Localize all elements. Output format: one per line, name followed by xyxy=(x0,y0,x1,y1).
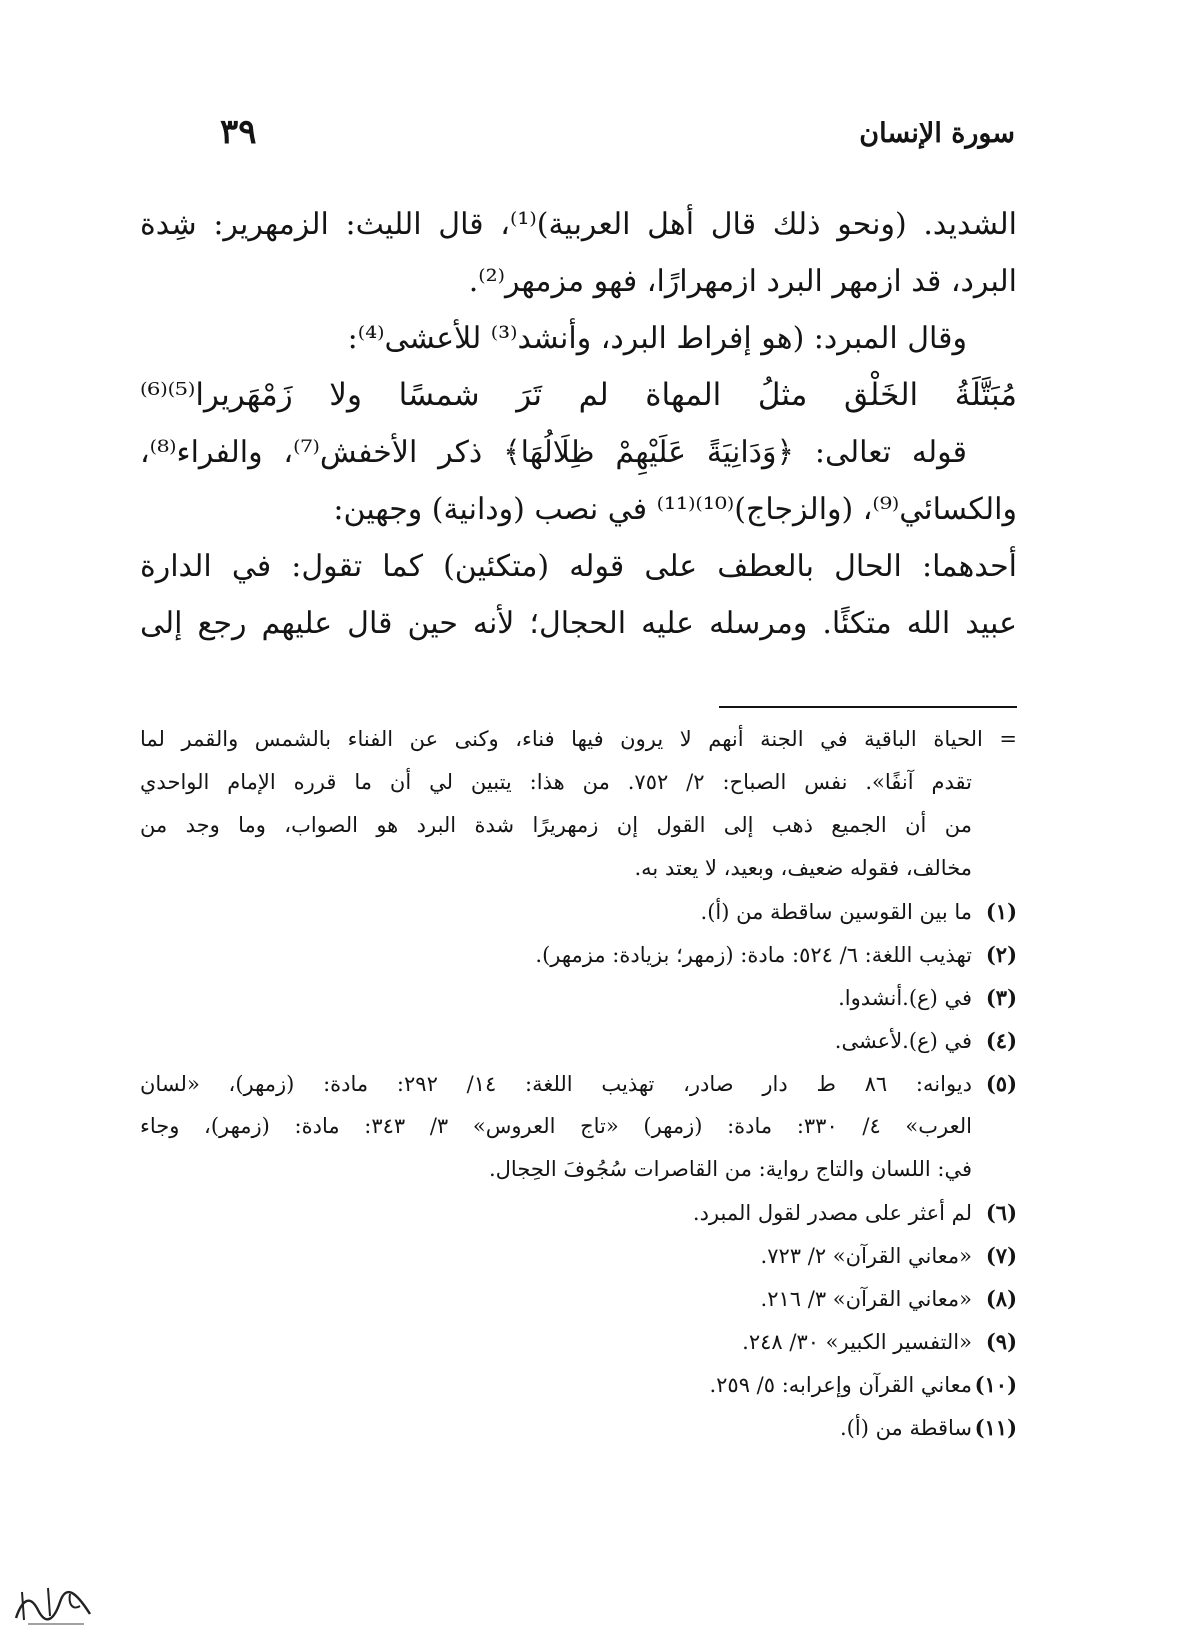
footnote-11 xyxy=(140,1406,1017,1449)
text-line: عبيد الله متكئًا. ومرسله عليه الحجال؛ لأنه حين قال عليهم رجع إلى xyxy=(140,606,1017,641)
poem-verse: مُبَتَّلَةُ الخَلْق مثلُ المهاة لم تَرَ شمسًا ولا زَمْهَريرا⁽⁵⁾⁽⁶⁾ xyxy=(140,377,1017,413)
page-number: ٣٩ xyxy=(220,112,257,152)
footnote-text: «معاني القرآن» ٢/ ٧٢٣. xyxy=(760,1244,972,1268)
footnote-text: في (ع).أنشدوا. xyxy=(838,986,972,1010)
footnote-5-cont: في: اللسان والتاج رواية: من القاصرات سُجُوفَ الحِجال. xyxy=(489,1157,972,1181)
footnotes xyxy=(140,718,1017,1449)
footnote-number: (٣) xyxy=(985,985,1017,1010)
footnote-number: (١٠) xyxy=(974,1372,1017,1397)
footnote-7 xyxy=(140,1234,1017,1277)
text-line: والكسائي⁽⁹⁾، (والزجاج)⁽¹⁰⁾⁽¹¹⁾ في نصب (ودانية) وجهين: xyxy=(333,492,1017,527)
text-line: الشديد. (ونحو ذلك قال أهل العربية)⁽¹⁾، قال الليث: الزمهرير: شِدة xyxy=(140,207,1018,242)
footnote-number: (٧) xyxy=(985,1243,1017,1268)
footnote-continuation-line: تقدم آنفًا». نفس الصباح: ٢/ ٧٥٢. من هذا: يتبين لي أن ما قرره الإمام الواحدي xyxy=(140,770,972,794)
calligraphy-logo xyxy=(8,1580,98,1630)
footnote-6 xyxy=(140,1191,1017,1234)
footnote-5 xyxy=(140,1062,1017,1105)
page-header xyxy=(220,112,1015,152)
text-line: قوله تعالى: ﴿وَدَانِيَةً عَلَيْهِمْ ظِلَالُهَا﴾ ذكر الأخفش⁽⁷⁾، والفراء⁽⁸⁾، xyxy=(140,435,967,470)
footnote-text: في (ع).لأعشى. xyxy=(834,1029,972,1053)
main-text xyxy=(140,196,1017,652)
footnote-separator xyxy=(719,706,1017,708)
footnote-8 xyxy=(140,1277,1017,1320)
footnote-5-cont: العرب» ٤/ ٣٣٠: مادة: (زمهر) «تاج العروس» ٣/ ٣٤٣: مادة: (زمهر)، وجاء xyxy=(140,1114,972,1138)
footnote-text: ديوانه: ٨٦ ط دار صادر، تهذيب اللغة: ١٤/ ٢٩٢: مادة: (زمهر)، «لسان xyxy=(140,1072,972,1096)
footnote-text: ما بين القوسين ساقطة من (أ). xyxy=(700,900,972,924)
footnote-text: تهذيب اللغة: ٦/ ٥٢٤: مادة: (زمهر؛ بزيادة: مزمهر). xyxy=(535,943,972,967)
footnote-2 xyxy=(140,933,1017,976)
text-line: وقال المبرد: (هو إفراط البرد، وأنشد⁽³⁾ للأعشى⁽⁴⁾: xyxy=(347,321,967,356)
footnote-text: «معاني القرآن» ٣/ ٢١٦. xyxy=(760,1287,972,1311)
footnote-text: ساقطة من (أ). xyxy=(840,1416,972,1440)
footnote-number: (٨) xyxy=(985,1286,1017,1311)
footnote-number: (٩) xyxy=(985,1329,1017,1354)
text-line: البرد، قد ازمهر البرد ازمهرارًا، فهو مزمهر⁽²⁾. xyxy=(468,264,1017,299)
footnote-number: (٦) xyxy=(985,1200,1017,1225)
surah-title: سورة الإنسان xyxy=(859,118,1015,149)
footnote-text: لم أعثر على مصدر لقول المبرد. xyxy=(692,1201,972,1225)
footnote-3 xyxy=(140,976,1017,1019)
footnote-number: (٤) xyxy=(985,1028,1017,1053)
footnote-number: (٥) xyxy=(985,1071,1017,1096)
footnote-1 xyxy=(140,890,1017,933)
footnote-continuation-line: مخالف، فقوله ضعيف، وبعيد، لا يعتد به. xyxy=(634,856,972,880)
text-line: أحدهما: الحال بالعطف على قوله (متكئين) كما تقول: في الدارة xyxy=(140,549,1017,584)
footnote-10 xyxy=(140,1363,1017,1406)
footnote-9 xyxy=(140,1320,1017,1363)
footnote-text: معاني القرآن وإعرابه: ٥/ ٢٥٩. xyxy=(709,1373,972,1397)
footnote-4 xyxy=(140,1019,1017,1062)
footnote-continuation-line: = الحياة الباقية في الجنة أنهم لا يرون فيها فناء، وكنى عن الفناء بالشمس والقمر لما xyxy=(140,727,1017,751)
footnote-number: (٢) xyxy=(985,942,1017,967)
footnote-number: (١) xyxy=(985,899,1017,924)
footnote-continuation-line: من أن الجميع ذهب إلى القول إن زمهريرًا شدة البرد هو الصواب، وما وجد من xyxy=(140,813,972,837)
footnote-number: (١١) xyxy=(974,1415,1017,1440)
footnote-text: «التفسير الكبير» ٣٠/ ٢٤٨. xyxy=(742,1330,972,1354)
